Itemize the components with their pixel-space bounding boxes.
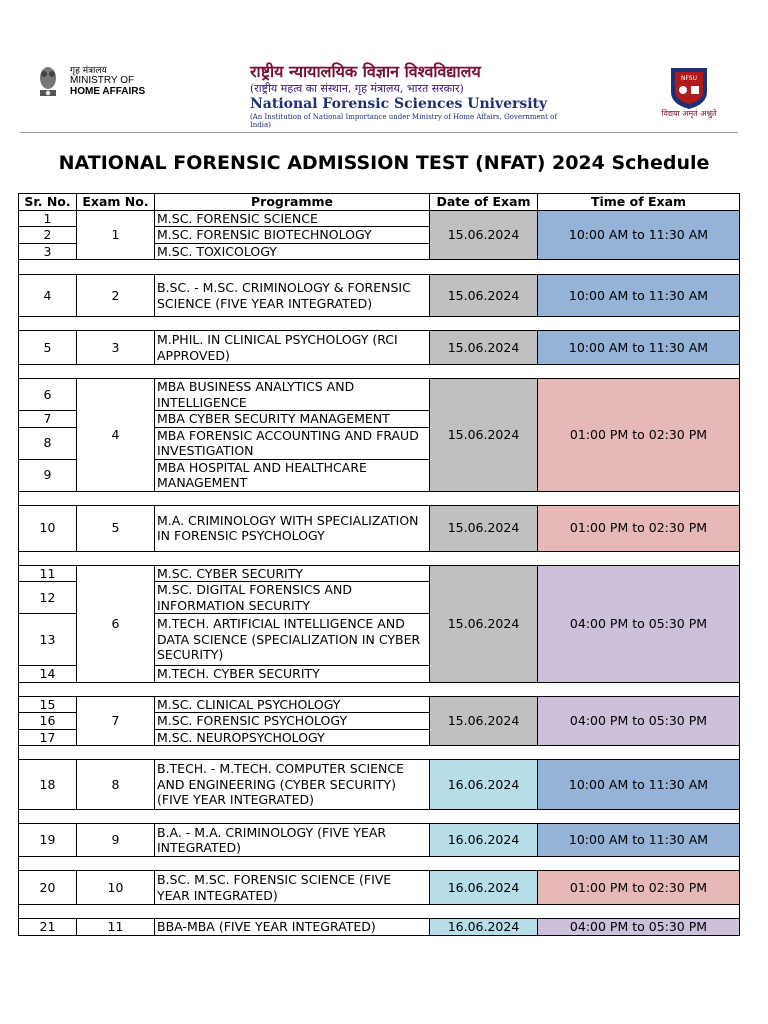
exam-date-cell: 16.06.2024 <box>430 871 538 905</box>
sr-no-cell: 12 <box>19 582 77 614</box>
programme-cell: MBA FORENSIC ACCOUNTING AND FRAUD INVESTIGATION <box>155 427 430 459</box>
programme-cell: BBA-MBA (FIVE YEAR INTEGRATED) <box>155 919 430 936</box>
column-header: Sr. No. <box>19 194 77 211</box>
university-hindi-subtitle: (राष्ट्रीय महत्व का संस्थान, गृह मंत्रालय, भारत सरकार) <box>250 82 464 95</box>
spacer-row <box>19 682 740 696</box>
spacer-row <box>19 810 740 824</box>
programme-cell: B.TECH. - M.TECH. COMPUTER SCIENCE AND ENGINEERING (CYBER SECURITY) (FIVE YEAR INTEGRATED) <box>155 760 430 810</box>
programme-cell: M.SC. FORENSIC PSYCHOLOGY <box>155 713 430 730</box>
programme-cell: MBA CYBER SECURITY MANAGEMENT <box>155 411 430 428</box>
sr-no-cell: 6 <box>19 379 77 411</box>
svg-text:NFSU: NFSU <box>680 75 698 82</box>
exam-date-cell: 15.06.2024 <box>430 210 538 260</box>
programme-cell: M.TECH. CYBER SECURITY <box>155 666 430 683</box>
header-divider <box>20 132 738 133</box>
spacer-cell <box>19 260 740 275</box>
spacer-cell <box>19 317 740 331</box>
ministry-line1: MINISTRY OF <box>70 75 135 86</box>
programme-cell: M.PHIL. IN CLINICAL PSYCHOLOGY (RCI APPROVED) <box>155 331 430 365</box>
table-row <box>19 760 740 810</box>
sr-no-cell: 21 <box>19 919 77 936</box>
exam-no-cell: 3 <box>77 331 155 365</box>
exam-time-cell: 04:00 PM to 05:30 PM <box>538 696 740 746</box>
spacer-row <box>19 491 740 505</box>
table-header-row <box>19 194 740 211</box>
table-row <box>19 565 740 582</box>
exam-time-cell: 01:00 PM to 02:30 PM <box>538 871 740 905</box>
programme-cell: M.SC. FORENSIC SCIENCE <box>155 210 430 227</box>
ministry-hindi: गृह मंत्रालय <box>70 66 107 76</box>
programme-cell: M.SC. CLINICAL PSYCHOLOGY <box>155 696 430 713</box>
exam-no-cell: 7 <box>77 696 155 746</box>
exam-date-cell: 15.06.2024 <box>430 275 538 317</box>
exam-date-cell: 15.06.2024 <box>430 379 538 492</box>
spacer-row <box>19 857 740 871</box>
national-emblem-icon <box>30 64 66 100</box>
exam-time-cell: 10:00 AM to 11:30 AM <box>538 824 740 857</box>
exam-no-cell: 8 <box>77 760 155 810</box>
exam-time-cell: 04:00 PM to 05:30 PM <box>538 919 740 936</box>
exam-date-cell: 15.06.2024 <box>430 696 538 746</box>
spacer-cell <box>19 857 740 871</box>
sr-no-cell: 8 <box>19 427 77 459</box>
programme-cell: B.A. - M.A. CRIMINOLOGY (FIVE YEAR INTEGRATED) <box>155 824 430 857</box>
exam-date-cell: 16.06.2024 <box>430 760 538 810</box>
page-header <box>0 0 768 140</box>
sr-no-cell: 15 <box>19 696 77 713</box>
spacer-cell <box>19 365 740 379</box>
sr-no-cell: 2 <box>19 227 77 244</box>
exam-date-cell: 15.06.2024 <box>430 565 538 682</box>
exam-no-cell: 9 <box>77 824 155 857</box>
sr-no-cell: 5 <box>19 331 77 365</box>
sr-no-cell: 16 <box>19 713 77 730</box>
exam-time-cell: 04:00 PM to 05:30 PM <box>538 565 740 682</box>
programme-cell: M.SC. NEUROPSYCHOLOGY <box>155 729 430 746</box>
column-header: Time of Exam <box>538 194 740 211</box>
university-name: National Forensic Sciences University <box>250 96 548 112</box>
programme-cell: B.SC. M.SC. FORENSIC SCIENCE (FIVE YEAR INTEGRATED) <box>155 871 430 905</box>
spacer-row <box>19 551 740 565</box>
exam-date-cell: 15.06.2024 <box>430 505 538 551</box>
spacer-row <box>19 365 740 379</box>
table-row <box>19 505 740 551</box>
exam-date-cell: 16.06.2024 <box>430 824 538 857</box>
table-row <box>19 275 740 317</box>
exam-date-cell: 15.06.2024 <box>430 331 538 365</box>
sr-no-cell: 17 <box>19 729 77 746</box>
column-header: Date of Exam <box>430 194 538 211</box>
exam-no-cell: 6 <box>77 565 155 682</box>
sr-no-cell: 11 <box>19 565 77 582</box>
programme-cell: MBA HOSPITAL AND HEALTHCARE MANAGEMENT <box>155 459 430 491</box>
schedule-table <box>18 193 740 936</box>
exam-time-cell: 10:00 AM to 11:30 AM <box>538 210 740 260</box>
sr-no-cell: 10 <box>19 505 77 551</box>
sr-no-cell: 19 <box>19 824 77 857</box>
table-row <box>19 331 740 365</box>
page-title: NATIONAL FORENSIC ADMISSION TEST (NFAT) 2024 Schedule <box>58 152 710 174</box>
exam-no-cell: 1 <box>77 210 155 260</box>
table-row <box>19 919 740 936</box>
programme-cell: MBA BUSINESS ANALYTICS AND INTELLIGENCE <box>155 379 430 411</box>
sr-no-cell: 13 <box>19 614 77 666</box>
spacer-cell <box>19 810 740 824</box>
sr-no-cell: 3 <box>19 243 77 260</box>
programme-cell: B.SC. - M.SC. CRIMINOLOGY & FORENSIC SCIENCE (FIVE YEAR INTEGRATED) <box>155 275 430 317</box>
programme-cell: M.A. CRIMINOLOGY WITH SPECIALIZATION IN FORENSIC PSYCHOLOGY <box>155 505 430 551</box>
programme-cell: M.SC. TOXICOLOGY <box>155 243 430 260</box>
spacer-row <box>19 317 740 331</box>
exam-no-cell: 11 <box>77 919 155 936</box>
programme-cell: M.SC. FORENSIC BIOTECHNOLOGY <box>155 227 430 244</box>
exam-time-cell: 01:00 PM to 02:30 PM <box>538 505 740 551</box>
sr-no-cell: 18 <box>19 760 77 810</box>
spacer-cell <box>19 905 740 919</box>
programme-cell: M.SC. DIGITAL FORENSICS AND INFORMATION SECURITY <box>155 582 430 614</box>
logo-motto: विद्यया अमृतं अश्नुते <box>661 109 717 118</box>
university-hindi-name: राष्ट्रीय न्यायालयिक विज्ञान विश्वविद्यालय <box>250 62 481 81</box>
exam-time-cell: 10:00 AM to 11:30 AM <box>538 331 740 365</box>
programme-cell: M.SC. CYBER SECURITY <box>155 565 430 582</box>
table-row <box>19 696 740 713</box>
spacer-cell <box>19 746 740 760</box>
column-header: Programme <box>155 194 430 211</box>
programme-cell: M.TECH. ARTIFICIAL INTELLIGENCE AND DATA SCIENCE (SPECIALIZATION IN CYBER SECURITY) <box>155 614 430 666</box>
exam-no-cell: 10 <box>77 871 155 905</box>
exam-no-cell: 5 <box>77 505 155 551</box>
sr-no-cell: 7 <box>19 411 77 428</box>
exam-time-cell: 01:00 PM to 02:30 PM <box>538 379 740 492</box>
sr-no-cell: 4 <box>19 275 77 317</box>
spacer-row <box>19 746 740 760</box>
table-row <box>19 379 740 411</box>
university-logo <box>656 66 722 122</box>
ministry-line2: HOME AFFAIRS <box>70 86 146 97</box>
table-row <box>19 824 740 857</box>
university-block <box>250 62 580 129</box>
nfsu-crest-icon <box>656 66 722 110</box>
exam-no-cell: 2 <box>77 275 155 317</box>
sr-no-cell: 1 <box>19 210 77 227</box>
exam-no-cell: 4 <box>77 379 155 492</box>
spacer-cell <box>19 682 740 696</box>
ministry-block <box>30 64 170 104</box>
exam-date-cell: 16.06.2024 <box>430 919 538 936</box>
sr-no-cell: 9 <box>19 459 77 491</box>
table-row <box>19 210 740 227</box>
exam-time-cell: 10:00 AM to 11:30 AM <box>538 275 740 317</box>
table-row <box>19 871 740 905</box>
spacer-cell <box>19 551 740 565</box>
exam-time-cell: 10:00 AM to 11:30 AM <box>538 760 740 810</box>
spacer-row <box>19 260 740 275</box>
sr-no-cell: 14 <box>19 666 77 683</box>
spacer-row <box>19 905 740 919</box>
spacer-cell <box>19 491 740 505</box>
sr-no-cell: 20 <box>19 871 77 905</box>
university-subtitle: (An Institution of National Importance under Ministry of Home Affairs, Government of India) <box>250 113 557 129</box>
column-header: Exam No. <box>77 194 155 211</box>
